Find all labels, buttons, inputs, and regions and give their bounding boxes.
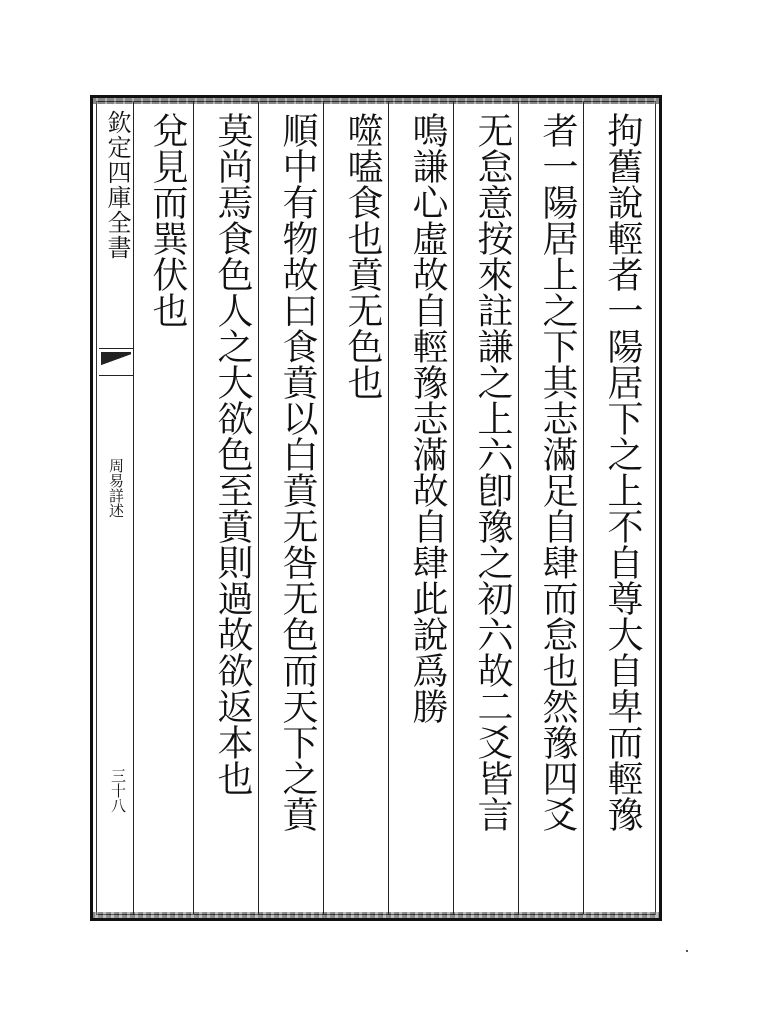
text-column-7: 莫尚焉食色人之大欲色至賁則過故欲返本也 [212,112,253,796]
text-column-5: 噬嗑食也賁无色也 [342,112,383,400]
text-column-8: 兌見而巽伏也 [147,112,188,328]
bottom-border-ornament [93,912,659,918]
fishtail-mark [99,348,133,376]
gutter-margin [99,108,133,908]
collection-title: 欽定四庫全書 [103,110,131,260]
text-column-1: 拘舊說輕者一陽居下之上不自尊大自卑而輕豫 [602,112,643,832]
book-title: 周易詳述 [107,458,125,518]
text-column-3: 无怠意按來註謙之上六卽豫之初六故二爻皆言 [472,112,513,832]
text-column-2: 者一陽居上之下其志滿足自肆而怠也然豫四爻 [537,112,578,832]
speck [686,950,688,952]
text-column-6: 順中有物故曰食賁以白賁无咎无色而天下之賁 [277,112,318,832]
page-frame [90,95,662,921]
page-number: 三十八 [109,768,127,813]
text-column-4: 鳴謙心虛故自輕豫志滿故自肆此說爲勝 [407,112,448,724]
column-rule [133,102,134,914]
top-border-ornament [93,98,659,104]
